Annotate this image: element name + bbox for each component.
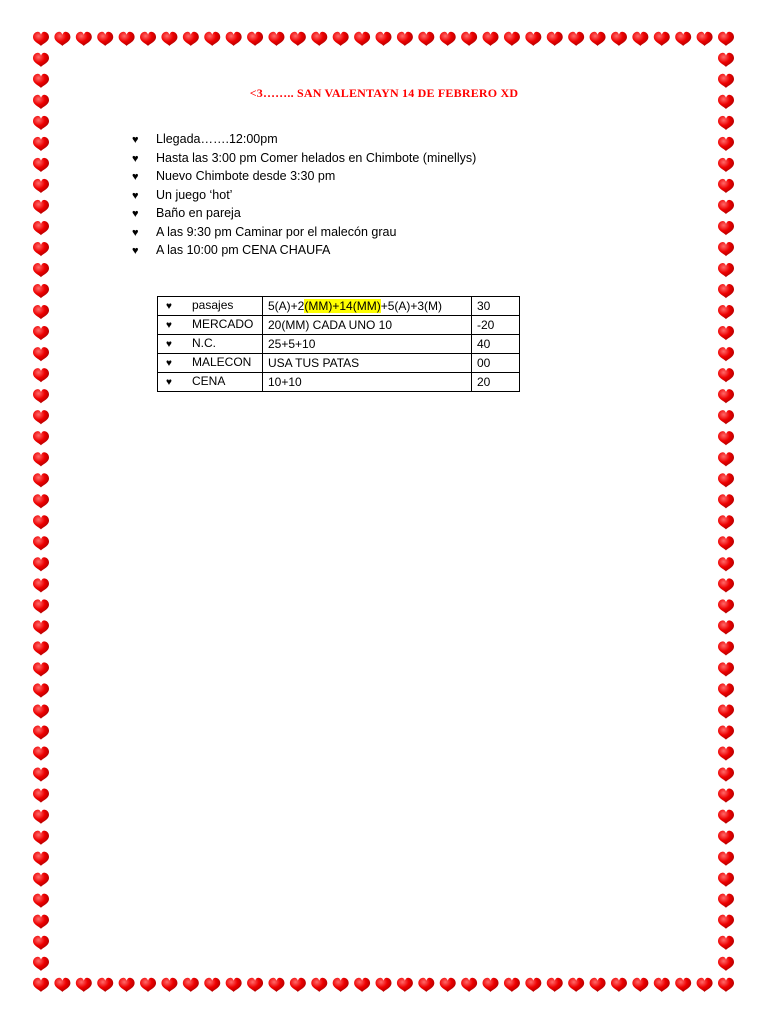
red-heart-icon [33,852,49,866]
red-heart-icon [483,32,499,46]
red-heart-icon [33,200,49,214]
red-heart-icon [33,410,49,424]
red-heart-icon [33,683,49,697]
detail-text: +5(A)+3(M) [380,299,443,313]
red-heart-icon [311,32,327,46]
list-item [132,223,476,242]
red-heart-icon [718,347,734,361]
list-item [132,167,476,186]
row-label-cell [158,335,263,354]
red-heart-icon [183,978,199,992]
heart-bullet-icon: ♥ [132,171,139,183]
red-heart-icon [183,32,199,46]
red-heart-icon [568,32,584,46]
red-heart-icon [718,789,734,803]
red-heart-icon [33,179,49,193]
red-heart-icon [204,32,220,46]
red-heart-icon [718,704,734,718]
red-heart-icon [33,284,49,298]
heart-bullet-icon: ♥ [132,134,139,146]
red-heart-icon [226,32,242,46]
table-row [158,354,520,373]
list-item [132,186,476,205]
red-heart-icon [33,831,49,845]
red-heart-icon [547,32,563,46]
red-heart-icon [33,368,49,382]
red-heart-icon [204,978,220,992]
red-heart-icon [247,32,263,46]
red-heart-icon [718,641,734,655]
red-heart-icon [718,936,734,950]
item-text: Hasta las 3:00 pm Comer helados en Chimbote (minellys) [156,150,477,165]
red-heart-icon [504,978,520,992]
red-heart-icon [33,873,49,887]
red-heart-icon [718,137,734,151]
red-heart-icon [247,978,263,992]
red-heart-icon [718,725,734,739]
table-row [158,297,520,316]
table-row [158,316,520,335]
red-heart-icon [718,515,734,529]
row-detail: 20(MM) CADA UNO 10 [263,316,472,335]
red-heart-icon [333,978,349,992]
red-heart-icon [397,32,413,46]
red-heart-icon [33,620,49,634]
item-text: A las 9:30 pm Caminar por el malecón grau [156,224,397,239]
itinerary-list [132,130,476,260]
red-heart-icon [33,452,49,466]
red-heart-icon [440,978,456,992]
red-heart-icon [632,978,648,992]
list-item [132,204,476,223]
row-amount: 20 [472,373,520,392]
red-heart-icon [611,978,627,992]
red-heart-icon [718,473,734,487]
red-heart-icon [397,978,413,992]
row-detail: 10+10 [263,373,472,392]
row-label: pasajes [192,298,234,312]
red-heart-icon [97,978,113,992]
red-heart-icon [718,494,734,508]
red-heart-icon [268,978,284,992]
heart-bullet-icon: ♥ [132,245,139,257]
red-heart-icon [718,263,734,277]
row-amount: 40 [472,335,520,354]
red-heart-icon [161,978,177,992]
red-heart-icon [718,578,734,592]
red-heart-icon [718,242,734,256]
red-heart-icon [33,936,49,950]
red-heart-icon [97,32,113,46]
red-heart-icon [718,599,734,613]
red-heart-icon [33,894,49,908]
red-heart-icon [33,515,49,529]
row-label-cell [158,297,263,316]
row-detail: 25+5+10 [263,335,472,354]
red-heart-icon [654,32,670,46]
red-heart-icon [33,578,49,592]
red-heart-icon [718,326,734,340]
red-heart-icon [461,978,477,992]
red-heart-icon [611,32,627,46]
red-heart-icon [525,32,541,46]
red-heart-icon [718,389,734,403]
red-heart-icon [76,32,92,46]
list-item [132,130,476,149]
red-heart-icon [718,894,734,908]
list-item [132,241,476,260]
red-heart-icon [33,662,49,676]
red-heart-icon [590,978,606,992]
red-heart-icon [718,852,734,866]
red-heart-icon [33,789,49,803]
heart-bullet-icon: ♥ [166,339,172,350]
heart-bullet-icon: ♥ [166,377,172,388]
red-heart-icon [718,32,734,46]
row-label: MERCADO [192,317,254,331]
red-heart-icon [418,978,434,992]
red-heart-icon [418,32,434,46]
table-row [158,335,520,354]
red-heart-icon [33,431,49,445]
red-heart-icon [33,221,49,235]
red-heart-icon [54,32,70,46]
red-heart-icon [654,978,670,992]
red-heart-icon [718,873,734,887]
red-heart-icon [718,221,734,235]
red-heart-icon [461,32,477,46]
red-heart-icon [33,915,49,929]
red-heart-icon [718,620,734,634]
red-heart-icon [440,32,456,46]
item-text: A las 10:00 pm CENA CHAUFA [156,243,331,257]
red-heart-icon [33,810,49,824]
red-heart-icon [718,200,734,214]
red-heart-icon [718,179,734,193]
red-heart-icon [119,32,135,46]
red-heart-icon [718,831,734,845]
detail-text: 5(A)+2 [268,299,305,313]
row-label-cell [158,373,263,392]
red-heart-icon [718,305,734,319]
red-heart-icon [290,978,306,992]
red-heart-icon [33,158,49,172]
red-heart-icon [718,747,734,761]
row-amount: 00 [472,354,520,373]
red-heart-icon [33,32,49,46]
row-detail: USA TUS PATAS [263,354,472,373]
red-heart-icon [33,53,49,67]
red-heart-icon [718,662,734,676]
heart-bullet-icon: ♥ [132,152,139,165]
red-heart-icon [718,53,734,67]
red-heart-icon [226,978,242,992]
red-heart-icon [161,32,177,46]
red-heart-icon [33,725,49,739]
red-heart-icon [333,32,349,46]
red-heart-icon [525,978,541,992]
red-heart-icon [718,957,734,971]
red-heart-icon [483,978,499,992]
red-heart-icon [311,978,327,992]
red-heart-icon [718,431,734,445]
heart-bullet-icon: ♥ [132,226,139,239]
red-heart-icon [33,116,49,130]
row-label-cell [158,316,263,335]
red-heart-icon [376,32,392,46]
red-heart-icon [718,158,734,172]
row-detail-cell [263,297,472,316]
item-text: Nuevo Chimbote desde 3:30 pm [156,169,336,183]
table-row [158,373,520,392]
item-text: Un juego ‘hot’ [156,187,233,202]
red-heart-icon [718,557,734,571]
red-heart-icon [718,452,734,466]
row-label: MALECON [192,355,252,369]
red-heart-icon [697,32,713,46]
red-heart-icon [718,810,734,824]
page-title: <3…….. SAN VALENTAYN 14 DE FEBRERO XD [249,86,519,100]
heart-bullet-icon: ♥ [166,301,172,312]
red-heart-icon [590,32,606,46]
red-heart-icon [33,557,49,571]
red-heart-icon [632,32,648,46]
row-amount: -20 [472,316,520,335]
row-amount: 30 [472,297,520,316]
item-text: Baño en pareja [156,206,241,220]
red-heart-icon [33,473,49,487]
red-heart-icon [140,978,156,992]
heart-bullet-icon: ♥ [132,208,139,220]
red-heart-icon [718,284,734,298]
red-heart-icon [675,32,691,46]
red-heart-icon [33,978,49,992]
red-heart-icon [354,978,370,992]
red-heart-icon [718,683,734,697]
red-heart-icon [376,978,392,992]
red-heart-icon [718,410,734,424]
red-heart-icon [290,32,306,46]
heart-bullet-icon: ♥ [166,320,172,331]
row-label: CENA [192,374,226,388]
red-heart-icon [140,32,156,46]
red-heart-icon [697,978,713,992]
red-heart-icon [268,32,284,46]
red-heart-icon [33,704,49,718]
red-heart-icon [718,768,734,782]
heart-bullet-icon: ♥ [132,189,139,202]
red-heart-icon [718,116,734,130]
red-heart-icon [568,978,584,992]
red-heart-icon [33,347,49,361]
red-heart-icon [354,32,370,46]
highlighted-text: (MM)+14(MM) [304,299,381,313]
red-heart-icon [33,768,49,782]
red-heart-icon [33,326,49,340]
red-heart-icon [504,32,520,46]
red-heart-icon [76,978,92,992]
row-label: N.C. [192,336,216,350]
list-item [132,149,476,168]
row-label-cell [158,354,263,373]
red-heart-icon [547,978,563,992]
red-heart-icon [33,263,49,277]
red-heart-icon [33,242,49,256]
red-heart-icon [33,747,49,761]
red-heart-icon [33,137,49,151]
red-heart-icon [33,599,49,613]
red-heart-icon [718,368,734,382]
red-heart-icon [718,978,734,992]
red-heart-icon [119,978,135,992]
red-heart-icon [33,641,49,655]
budget-table [157,296,520,392]
red-heart-icon [54,978,70,992]
red-heart-icon [718,536,734,550]
red-heart-icon [33,957,49,971]
item-text: Llegada…….12:00pm [156,132,278,146]
heart-bullet-icon: ♥ [166,358,172,369]
red-heart-icon [675,978,691,992]
red-heart-icon [33,389,49,403]
red-heart-icon [33,305,49,319]
red-heart-icon [33,536,49,550]
red-heart-icon [718,915,734,929]
red-heart-icon [33,494,49,508]
